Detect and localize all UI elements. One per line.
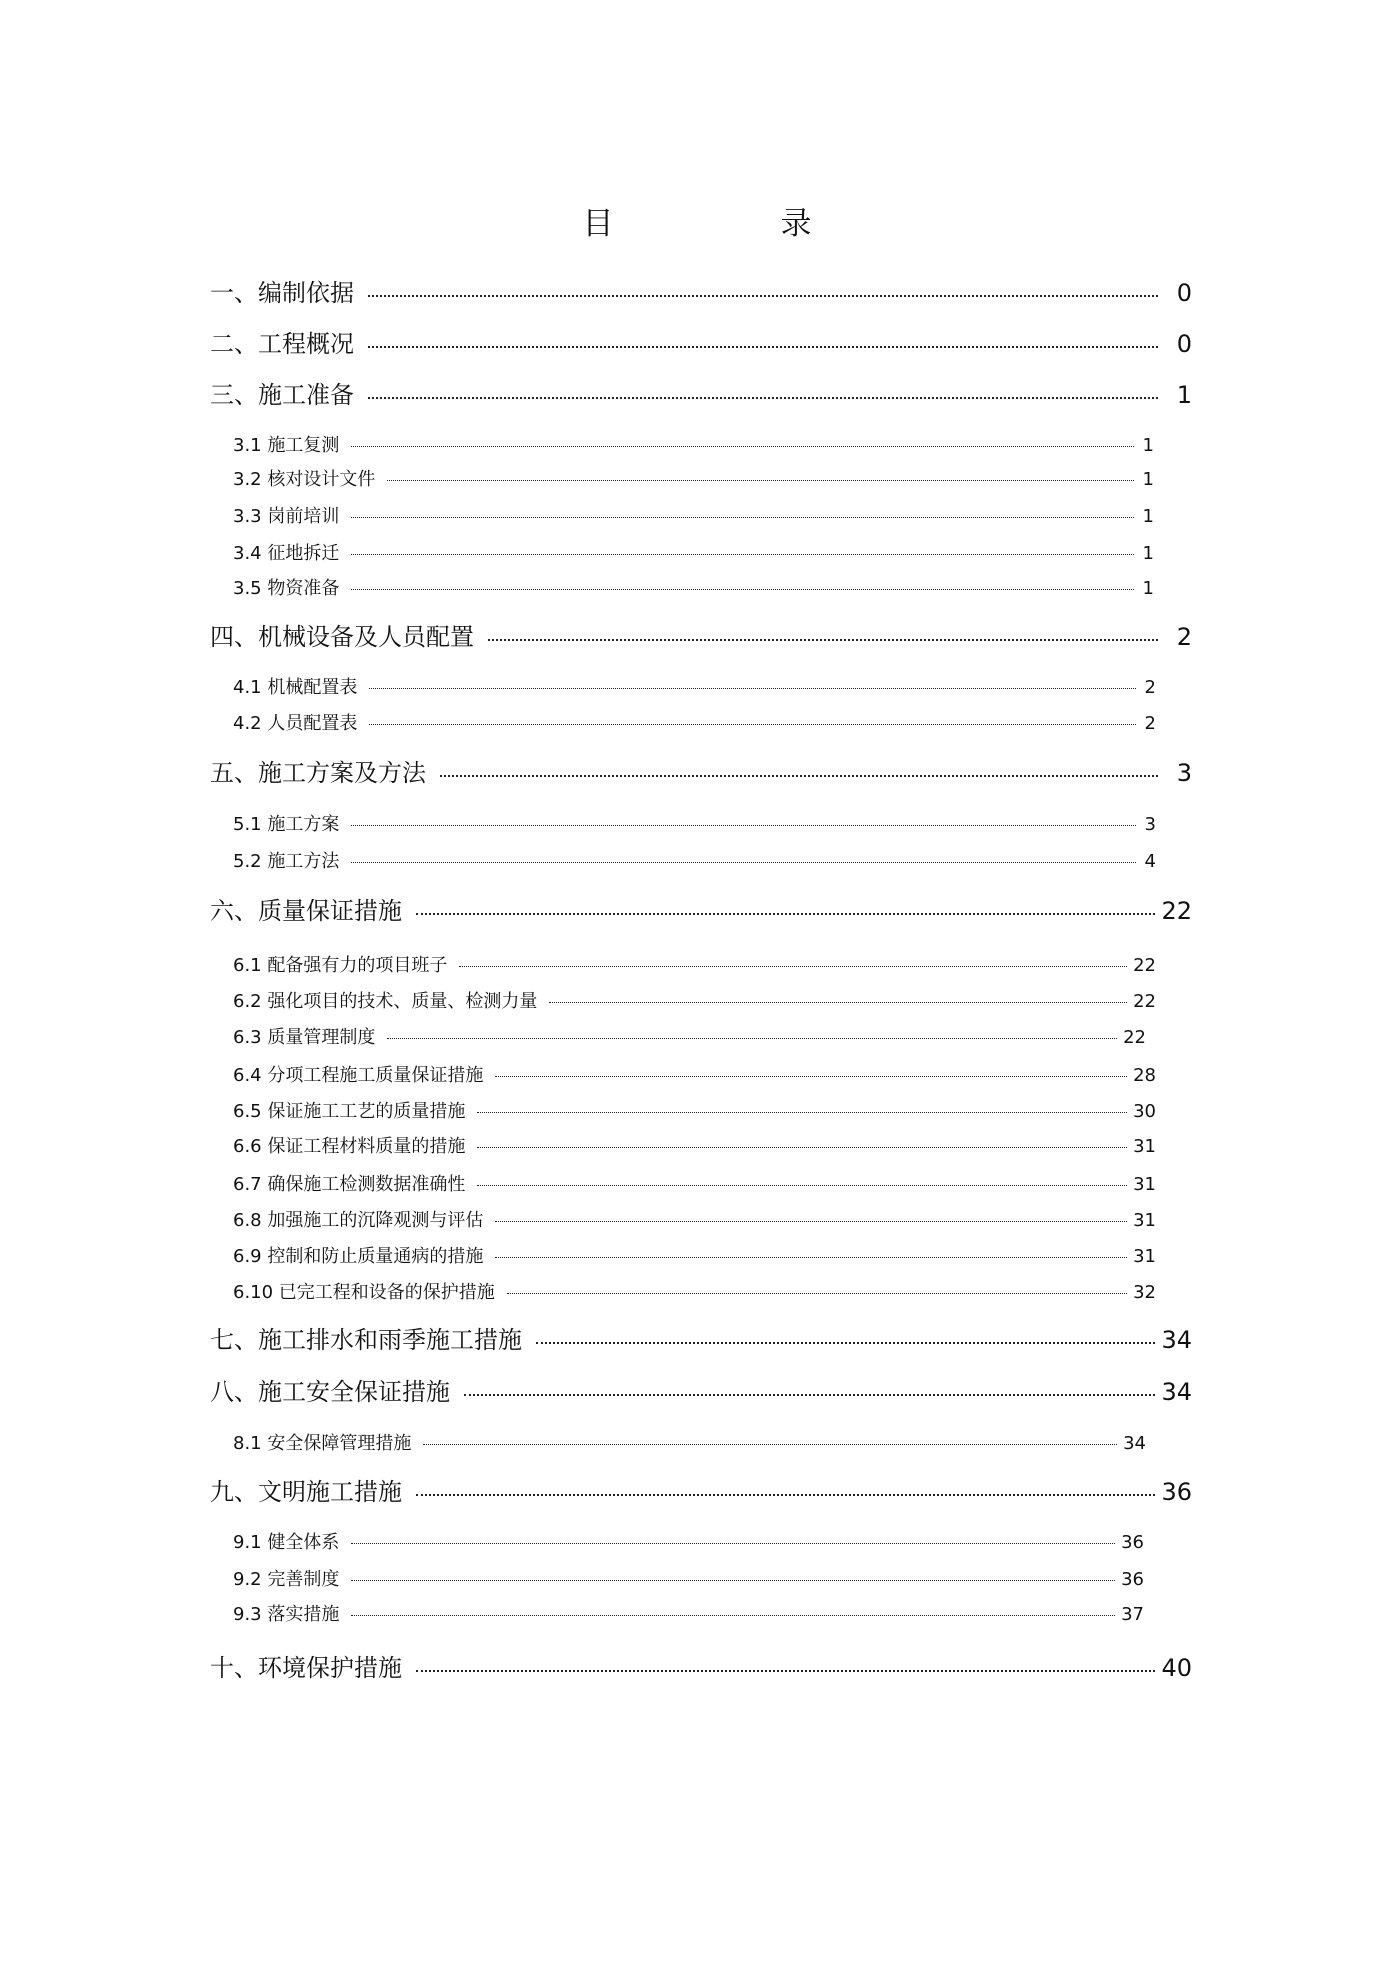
- toc-section-entry[interactable]: [233, 1132, 1156, 1158]
- toc-page-number: 37: [1121, 1604, 1144, 1625]
- dot-leader: [549, 1002, 1127, 1003]
- dot-leader: [351, 517, 1134, 518]
- toc-chapter-entry[interactable]: [210, 1320, 1192, 1354]
- dot-leader: [351, 554, 1134, 555]
- toc-chapter-entry[interactable]: [210, 617, 1192, 651]
- dot-leader: [351, 1615, 1115, 1616]
- dot-leader: [477, 1147, 1127, 1148]
- toc-entry-label: 6.6 保证工程材料质量的措施: [233, 1136, 466, 1157]
- toc-chapter-entry[interactable]: [210, 273, 1192, 307]
- toc-entry-label: 5.1 施工方案: [233, 814, 340, 835]
- toc-page-number: 0: [1176, 279, 1192, 307]
- toc-entry-label: 4.2 人员配置表: [233, 713, 358, 734]
- toc-page-number: 34: [1123, 1433, 1146, 1454]
- toc-page-number: 1: [1176, 381, 1192, 409]
- toc-page-number: 1: [1142, 578, 1154, 599]
- toc-page-number: 31: [1133, 1246, 1156, 1267]
- toc-entry-label: 9.3 落实措施: [233, 1604, 340, 1625]
- dot-leader: [368, 346, 1158, 348]
- toc-page-number: 22: [1161, 897, 1192, 925]
- toc-page-number: 31: [1133, 1174, 1156, 1195]
- toc-chapter-entry[interactable]: [210, 1472, 1192, 1506]
- toc-page-number: 34: [1161, 1326, 1192, 1354]
- toc-entry-label: 4.1 机械配置表: [233, 677, 358, 698]
- toc-entry-label: 6.7 确保施工检测数据准确性: [233, 1174, 466, 1195]
- toc-page-number: 40: [1161, 1654, 1192, 1682]
- toc-entry-label: 6.10 已完工程和设备的保护措施: [233, 1282, 495, 1303]
- toc-entry-label: 四、机械设备及人员配置: [210, 623, 474, 651]
- dot-leader: [464, 1394, 1155, 1396]
- toc-entry-label: 6.8 加强施工的沉降观测与评估: [233, 1210, 484, 1231]
- toc-page-number: 36: [1161, 1478, 1192, 1506]
- toc-entry-label: 6.2 强化项目的技术、质量、检测力量: [233, 991, 538, 1012]
- dot-leader: [495, 1076, 1127, 1077]
- toc-page-number: 1: [1142, 469, 1154, 490]
- dot-leader: [495, 1257, 1127, 1258]
- toc-entry-label: 9.2 完善制度: [233, 1569, 340, 1590]
- toc-page-number: 34: [1161, 1378, 1192, 1406]
- dot-leader: [416, 913, 1155, 915]
- toc-page-number: 2: [1144, 677, 1156, 698]
- toc-chapter-entry[interactable]: [210, 324, 1192, 358]
- toc-entry-label: 8.1 安全保障管理措施: [233, 1433, 412, 1454]
- dot-leader: [351, 1580, 1115, 1581]
- toc-section-entry[interactable]: [233, 847, 1156, 873]
- toc-page-number: 2: [1144, 713, 1156, 734]
- toc-section-entry[interactable]: [233, 1528, 1144, 1554]
- toc-entry-label: 二、工程概况: [210, 330, 354, 358]
- dot-leader: [416, 1494, 1155, 1496]
- toc-section-entry[interactable]: [233, 1023, 1146, 1049]
- toc-section-entry[interactable]: [233, 1565, 1144, 1591]
- toc-entry-label: 6.5 保证施工工艺的质量措施: [233, 1101, 466, 1122]
- dot-leader: [387, 1038, 1117, 1039]
- toc-entry-label: 6.3 质量管理制度: [233, 1027, 376, 1048]
- dot-leader: [440, 775, 1158, 777]
- toc-section-entry[interactable]: [233, 1242, 1156, 1268]
- dot-leader: [351, 589, 1134, 590]
- toc-entry-label: 6.1 配备强有力的项目班子: [233, 955, 448, 976]
- toc-section-entry[interactable]: [233, 1170, 1156, 1196]
- toc-entry-label: 十、环境保护措施: [210, 1654, 402, 1682]
- toc-entry-label: 9.1 健全体系: [233, 1532, 340, 1553]
- toc-section-entry[interactable]: [233, 1206, 1156, 1232]
- toc-section-entry[interactable]: [233, 502, 1154, 528]
- toc-entry-label: 一、编制依据: [210, 279, 354, 307]
- toc-page-number: 2: [1176, 623, 1192, 651]
- toc-entry-label: 三、施工准备: [210, 381, 354, 409]
- toc-page-number: 22: [1133, 991, 1156, 1012]
- toc-section-entry[interactable]: [233, 673, 1156, 699]
- dot-leader: [477, 1112, 1127, 1113]
- dot-leader: [536, 1342, 1155, 1344]
- toc-entry-label: 六、质量保证措施: [210, 897, 402, 925]
- dot-leader: [488, 639, 1158, 641]
- toc-section-entry[interactable]: [233, 810, 1156, 836]
- toc-page-number: 32: [1133, 1282, 1156, 1303]
- dot-leader: [495, 1221, 1127, 1222]
- dot-leader: [351, 862, 1136, 863]
- toc-chapter-entry[interactable]: [210, 1648, 1192, 1682]
- toc-entry-label: 九、文明施工措施: [210, 1478, 402, 1506]
- toc-page-number: 31: [1133, 1136, 1156, 1157]
- toc-entry-label: 3.2 核对设计文件: [233, 469, 376, 490]
- toc-section-entry[interactable]: [233, 574, 1154, 600]
- toc-page-number: 30: [1133, 1101, 1156, 1122]
- toc-page-number: 31: [1133, 1210, 1156, 1231]
- dot-leader: [351, 446, 1134, 447]
- toc-entry-label: 3.3 岗前培训: [233, 506, 340, 527]
- toc-section-entry[interactable]: [233, 539, 1154, 565]
- toc-page-number: 1: [1142, 506, 1154, 527]
- toc-page-number: 0: [1176, 330, 1192, 358]
- toc-entry-label: 5.2 施工方法: [233, 851, 340, 872]
- dot-leader: [351, 825, 1136, 826]
- toc-entry-label: 五、施工方案及方法: [210, 759, 426, 787]
- dot-leader: [477, 1185, 1127, 1186]
- toc-entry-label: 八、施工安全保证措施: [210, 1378, 450, 1406]
- toc-section-entry[interactable]: [233, 1097, 1156, 1123]
- toc-chapter-entry[interactable]: [210, 1372, 1192, 1406]
- toc-chapter-entry[interactable]: [210, 375, 1192, 409]
- toc-entry-label: 七、施工排水和雨季施工措施: [210, 1326, 522, 1354]
- toc-entry-label: 3.4 征地拆迁: [233, 543, 340, 564]
- dot-leader: [423, 1444, 1117, 1445]
- toc-section-entry[interactable]: [233, 1600, 1144, 1626]
- toc-page-number: 22: [1123, 1027, 1146, 1048]
- toc-page-number: 4: [1144, 851, 1156, 872]
- toc-page-number: 28: [1133, 1065, 1156, 1086]
- toc-entry-label: 3.1 施工复测: [233, 435, 340, 456]
- dot-leader: [416, 1670, 1155, 1672]
- toc-section-entry[interactable]: [233, 465, 1154, 491]
- toc-page-number: 22: [1133, 955, 1156, 976]
- toc-section-entry[interactable]: [233, 1061, 1156, 1087]
- toc-page-number: 36: [1121, 1569, 1144, 1590]
- toc-section-entry[interactable]: [233, 951, 1156, 977]
- toc-chapter-entry[interactable]: [210, 891, 1192, 925]
- toc-entry-label: 6.9 控制和防止质量通病的措施: [233, 1246, 484, 1267]
- dot-leader: [507, 1293, 1127, 1294]
- toc-section-entry[interactable]: [233, 987, 1156, 1013]
- toc-section-entry[interactable]: [233, 431, 1154, 457]
- toc-entry-label: 3.5 物资准备: [233, 578, 340, 599]
- toc-chapter-entry[interactable]: [210, 753, 1192, 787]
- dot-leader: [351, 1543, 1115, 1544]
- dot-leader: [369, 724, 1136, 725]
- toc-page-number: 3: [1176, 759, 1192, 787]
- toc-page-number: 1: [1142, 435, 1154, 456]
- dot-leader: [368, 397, 1158, 399]
- page-title: 目 录: [582, 206, 880, 242]
- toc-section-entry[interactable]: [233, 709, 1156, 735]
- dot-leader: [459, 966, 1127, 967]
- toc-entry-label: 6.4 分项工程施工质量保证措施: [233, 1065, 484, 1086]
- toc-page-number: 1: [1142, 543, 1154, 564]
- toc-page-number: 36: [1121, 1532, 1144, 1553]
- toc-page-number: 3: [1144, 814, 1156, 835]
- toc-section-entry[interactable]: [233, 1429, 1146, 1455]
- dot-leader: [387, 480, 1134, 481]
- dot-leader: [369, 688, 1136, 689]
- dot-leader: [368, 295, 1158, 297]
- toc-section-entry[interactable]: [233, 1278, 1156, 1304]
